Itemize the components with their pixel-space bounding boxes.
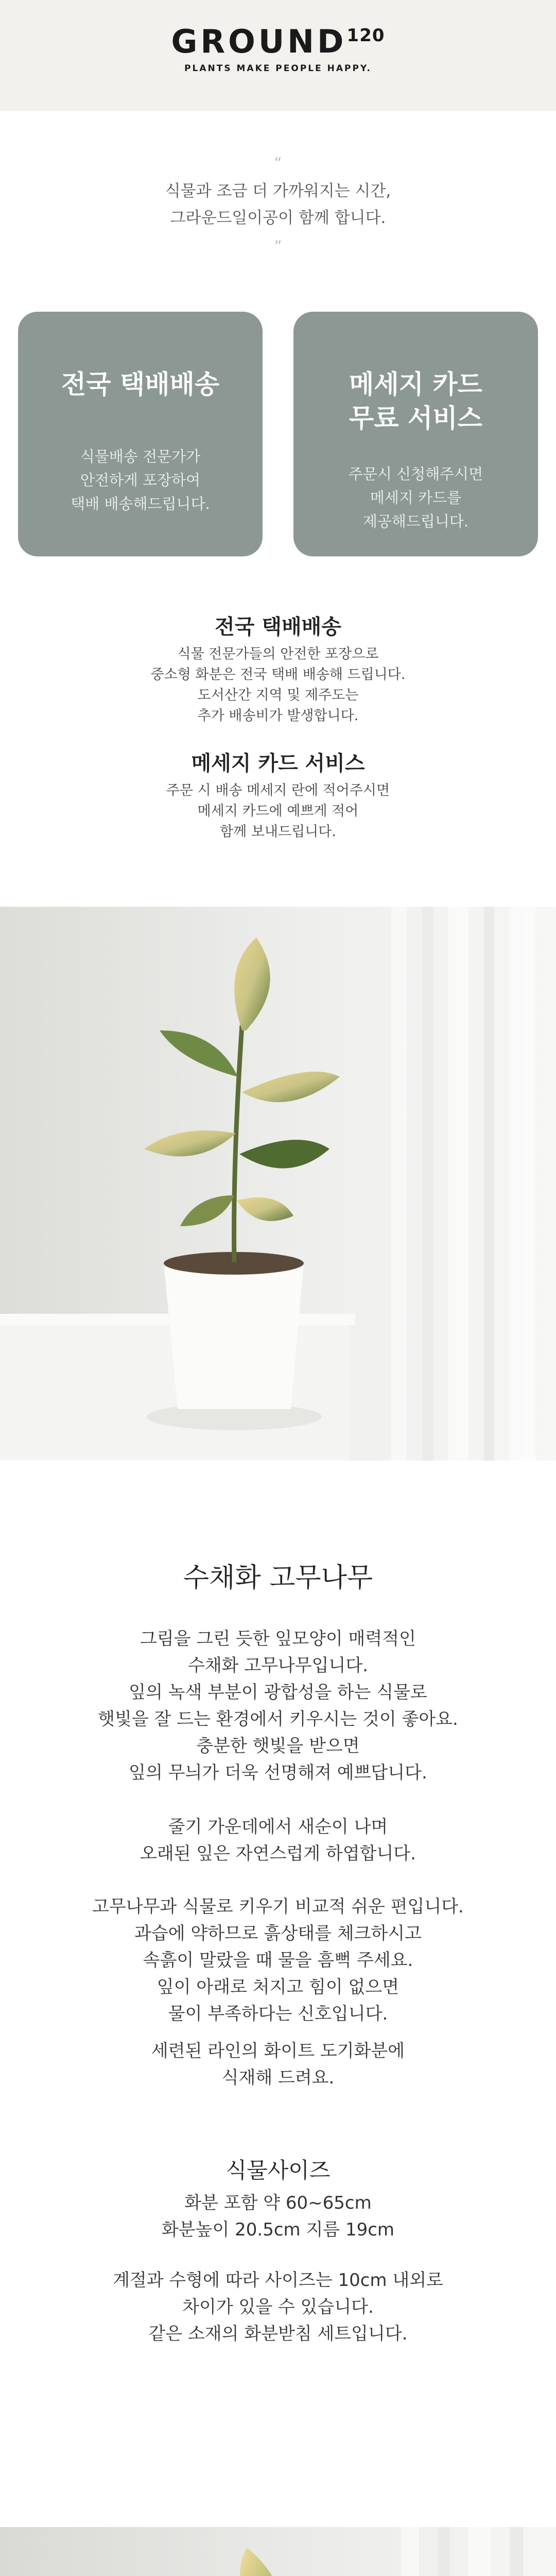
quote-line: 그라운드일이공이 함께 합니다.	[170, 209, 386, 227]
size-details: 화분 포함 약 60~65cm 화분높이 20.5cm 지름 19cm	[161, 2193, 395, 2240]
product-description-paragraph: 세련된 라인의 화이트 도기화분에 식재해 드려요.	[151, 2041, 405, 2088]
quote-close-mark: ”	[274, 238, 282, 256]
service-info-message	[0, 747, 556, 842]
card-description: 식물배송 전문가가 안전하게 포장하여 택배 배송해드립니다.	[71, 448, 210, 513]
service-description: 식물 전문가들의 안전한 포장으로 중소형 화분은 전국 택배 배송해 드립니다. 도서산간 지역 및 제주도는 추가 배송비가 발생합니다.	[150, 646, 406, 724]
brand-tagline: PLANTS MAKE PEOPLE HAPPY.	[184, 63, 372, 74]
service-card-delivery	[18, 312, 263, 556]
plant-photo-closeup	[0, 2527, 556, 2576]
intro-quote	[0, 178, 556, 231]
product-description-paragraph: 그림을 그린 듯한 잎모양이 매력적인 수채화 고무나무입니다. 잎의 녹색 부분이 광합성을 하는 식물로 햇빛을 잘 드는 환경에서 키우시는 것이 좋아요. 충분한 햇빛을 받으면 잎의 무늬가 더욱 선명해져 예쁘답니다.	[98, 1629, 458, 1783]
size-title: 식물사이즈	[225, 2158, 331, 2183]
brand-number: 120	[346, 25, 385, 46]
service-description: 주문 시 배송 메세지 란에 적어주시면 메세지 카드에 예쁘게 적어 함께 보내드립니다.	[166, 783, 390, 840]
quote-line: 식물과 조금 더 가까워지는 시간,	[165, 182, 391, 200]
service-title: 메세지 카드 서비스	[191, 752, 365, 775]
card-title: 전국 택배배송	[61, 369, 220, 399]
brand-name: GROUND	[171, 23, 347, 60]
product-title: 수채화 고무나무	[183, 1563, 373, 1594]
brand-header	[0, 0, 556, 111]
brand-logo	[0, 23, 556, 74]
card-title: 메세지 카드 무료 서비스	[349, 369, 482, 433]
service-title: 전국 택배배송	[215, 615, 341, 639]
size-note: 계절과 수형에 따라 사이즈는 10cm 내외로 차이가 있을 수 있습니다. 같은 소재의 화분받침 세트입니다.	[113, 2270, 443, 2344]
card-description: 주문시 신청해주시면 메세지 카드를 제공해드립니다.	[348, 465, 483, 530]
product-description-paragraph: 고무나무과 식물로 키우기 비교적 쉬운 편입니다. 과습에 약하므로 흙상태를 체크하시고 속흙이 말랐을 때 물을 흠뻑 주세요. 잎이 아래로 처지고 힘이 없으면 물이 부족하다는 신호입니다.	[92, 1896, 464, 2024]
quote-open-mark: “	[274, 155, 282, 173]
product-description-paragraph: 줄기 가운데에서 새순이 나며 오래된 잎은 자연스럽게 하엽합니다.	[140, 1817, 416, 1864]
service-card-message	[293, 312, 538, 556]
service-info-delivery	[0, 611, 556, 726]
plant-photo-main	[0, 907, 556, 1461]
